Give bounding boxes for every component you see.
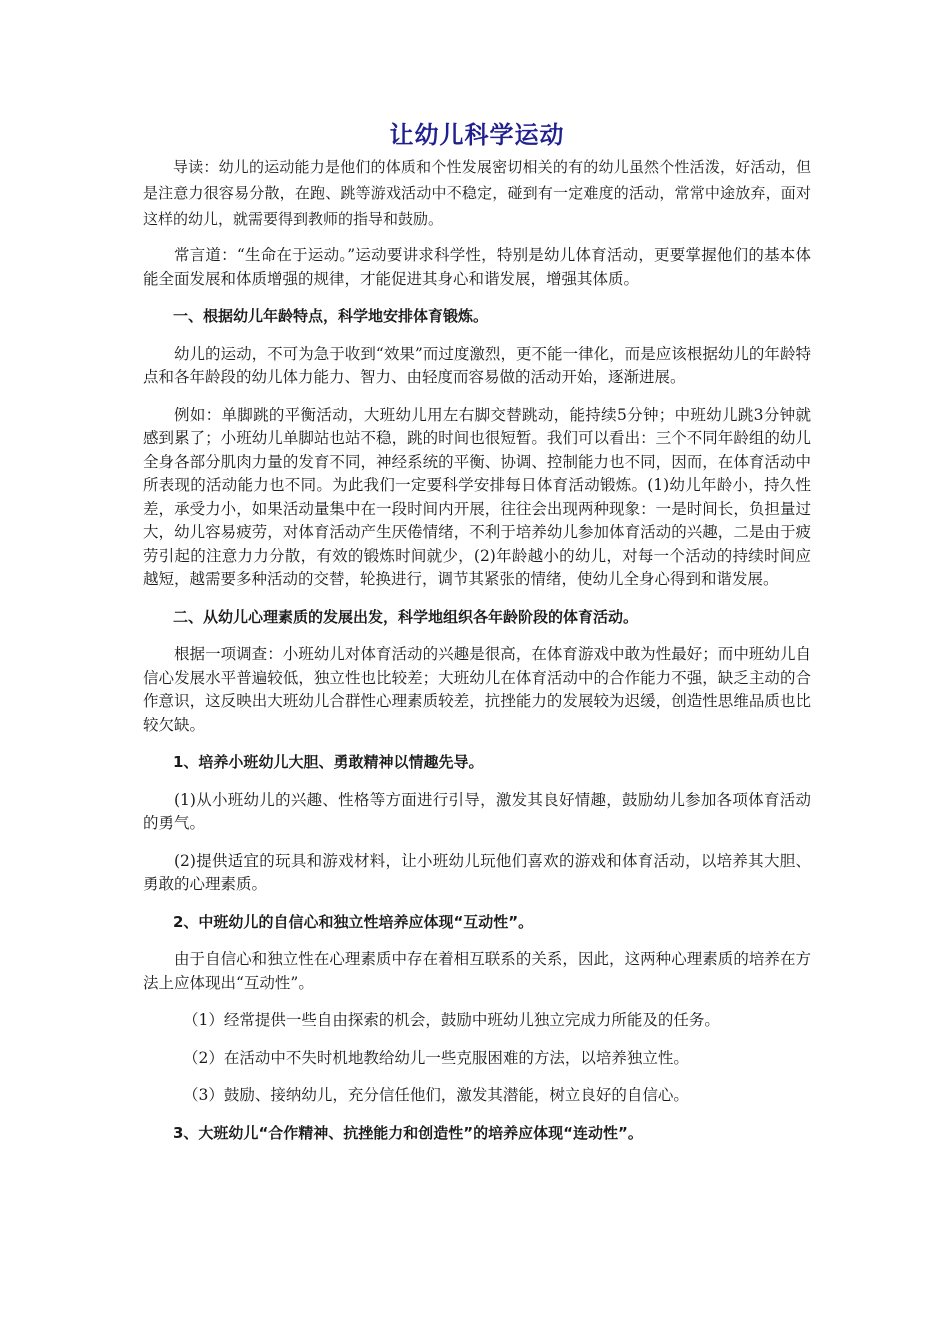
list-item: （2）在活动中不失时机地教给幼儿一些克服困难的方法，以培养独立性。 — [183, 1048, 689, 1067]
paragraph-6: (2)提供适宜的玩具和游戏材料，让小班幼儿玩他们喜欢的游戏和体育活动，以培养其大胆、勇敢的心理素质。 — [143, 851, 811, 893]
paragraph-4: 根据一项调查：小班幼儿对体育活动的兴趣是很高，在体育游戏中敢为性最好；而中班幼儿自信心发展水平普遍较低，独立性也比较差；大班幼儿在体育活动中的合作能力不强，缺乏主动的合作意识，这反映出大班幼儿合群性心理素质较差，抗挫能力的发展较为迟缓，创造性思维品质也比较欠缺。 — [143, 645, 811, 734]
document-body — [143, 118, 811, 1145]
paragraph-2: 幼儿的运动，不可为急于收到“效果”而过度激烈，更不能一律化，而是应该根据幼儿的年龄特点和各年龄段的幼儿体力能力、智力、由轻度而容易做的活动开始，逐渐进展。 — [143, 344, 811, 386]
document-title: 让幼儿科学运动 — [389, 121, 565, 149]
paragraph-7: 由于自信心和独立性在心理素质中存在着相互联系的关系，因此，这两种心理素质的培养在方法上应体现出“互动性”。 — [143, 950, 811, 992]
intro-paragraph: 导读：幼儿的运动能力是他们的体质和个性发展密切相关的有的幼儿虽然个性活泼，好活动，但是注意力很容易分散，在跑、跳等游戏活动中不稳定，碰到有一定难度的活动，常常中途放弃，面对这样的幼儿，就需要得到教师的指导和鼓励。 — [143, 158, 811, 228]
section-heading-2: 二、从幼儿心理素质的发展出发，科学地组织各年龄阶段的体育活动。 — [173, 607, 639, 626]
list-item: （1）经常提供一些自由探索的机会，鼓励中班幼儿独立完成力所能及的任务。 — [183, 1011, 720, 1029]
subheading-1: 1、培养小班幼儿大胆、勇敢精神以情趣先导。 — [173, 753, 484, 771]
paragraph-3: 例如：单脚跳的平衡活动，大班幼儿用左右脚交替跳动，能持续5分钟；中班幼儿跳3分钟就感到累了；小班幼儿单脚站也站不稳，跳的时间也很短暂。我们可以看出：三个不同年龄组的幼儿全身各部分肌肉力量的发育不同，神经系统的平衡、协调、控制能力也不同，因而，在体育活动中所表现的活动能力也不同。为此我们一定要科学安排每日体育活动锻炼。(1)幼儿年龄小，持久性差，承受力小，如果活动量集中在一段时间内开展，往往会出现两种现象：一是时间长，负担量过大，幼儿容易疲劳，对体育活动产生厌倦情绪，不利于培养幼儿参加体育活动的兴趣，二是由于疲劳引起的注意力力分散，有效的锻炼时间就少，(2)年龄越小的幼儿，对每一个活动的持续时间应越短，越需要多种活动的交替，轮换进行，调节其紧张的情绪，使幼儿全身心得到和谐发展。 — [143, 405, 811, 588]
subheading-2: 2、中班幼儿的自信心和独立性培养应体现“互动性”。 — [173, 912, 534, 931]
section-heading-1: 一、根据幼儿年龄特点，科学地安排体育锻炼。 — [173, 307, 489, 325]
paragraph-5: (1)从小班幼儿的兴趣、性格等方面进行引导，激发其良好情趣，鼓励幼儿参加各项体育活动的勇气。 — [143, 790, 811, 832]
paragraph-1: 常言道：“生命在于运动。”运动要讲求科学性，特别是幼儿体育活动，更要掌握他们的基本体能全面发展和体质增强的规律，才能促进其身心和谐发展，增强其体质。 — [143, 246, 811, 288]
subheading-3: 3、大班幼儿“合作精神、抗挫能力和创造性”的培养应体现“连动性”。 — [173, 1123, 643, 1142]
list-item: （3）鼓励、接纳幼儿，充分信任他们，激发其潜能，树立良好的自信心。 — [183, 1086, 689, 1104]
